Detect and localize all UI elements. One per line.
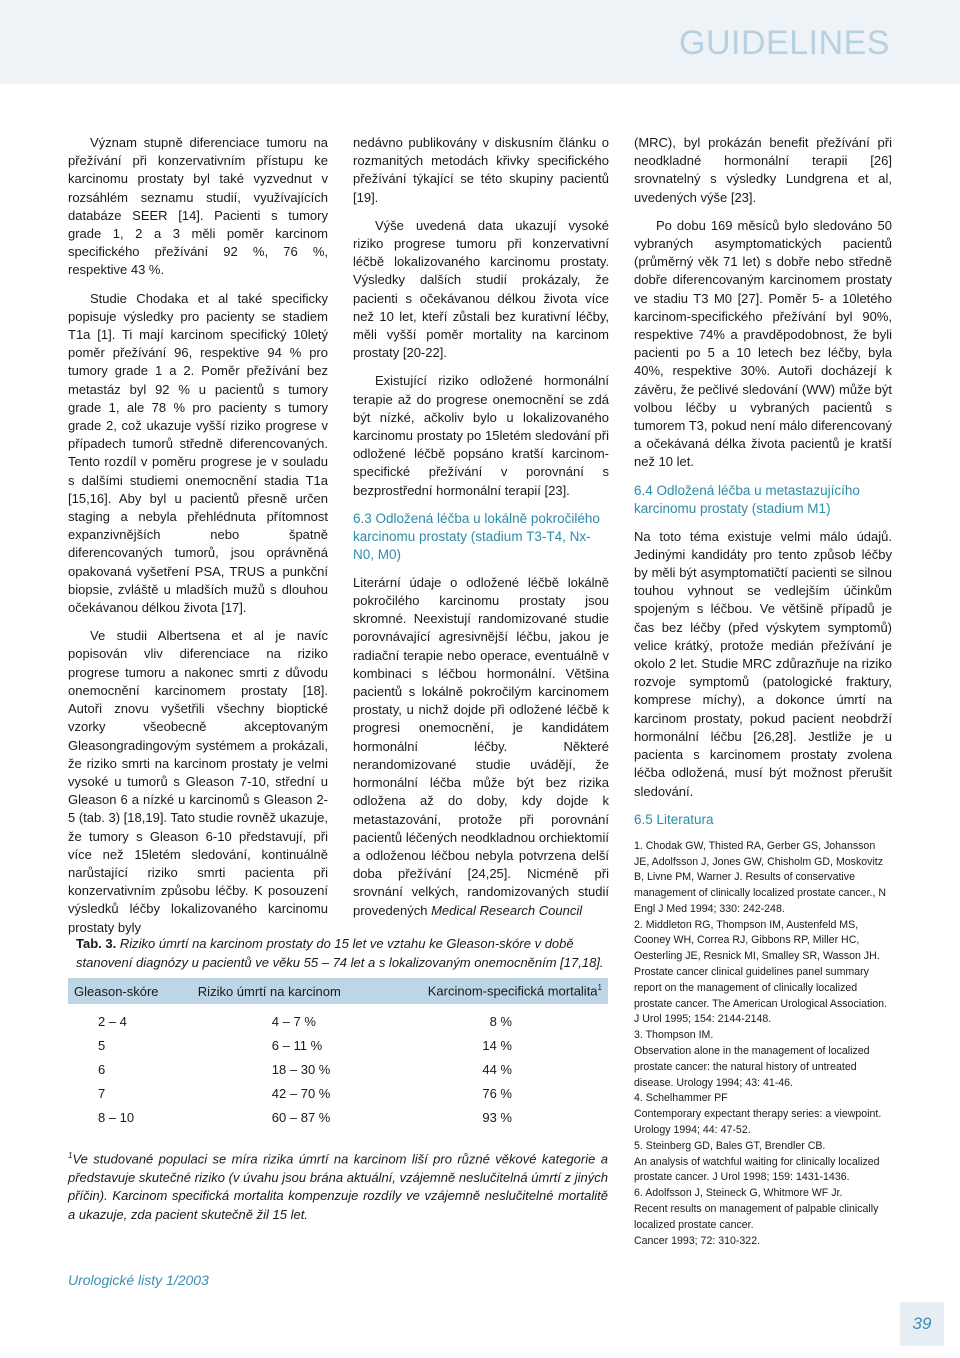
reference-item: 1. Chodak GW, Thisted RA, Gerber GS, Johansson JE, Adolfsson J, Jones GW, Chisholm GD, Moskovitz B, Livne PM, Warner J. Results of conservative management of clinically localized prostate cancer., N Engl J Med 1994; 330: 242-248. [634, 839, 887, 915]
table-cell: 2 – 4 [98, 1013, 127, 1029]
journal-name: Urologické listy 1/2003 [68, 1272, 209, 1288]
reference-item: Cancer 1993; 72: 310-322. [634, 1234, 761, 1247]
footnote-marker: 1 [597, 983, 602, 993]
reference-item: 5. Steinberg GD, Bales GT, Brendler CB. [634, 1139, 826, 1152]
table-row [68, 1081, 608, 1105]
table-cell: 8 – 10 [98, 1109, 135, 1125]
paragraph-text: Literární údaje o odložené léčbě lokálně pokročilého karcinomu prostaty jsou skromné. Neexistují randomizované studie porovnávající agresivnější léčbu, jakou je radiační terapie nebo operace, eventuálně v kombinaci s léčbou hormonální. Většina pacientů s lokálně pokročilým karcinomem prostaty, u nichž dojde při odložené léčbě k progresi onemocnění, je kandidátem hormonální léčby. Některé nerandomizované studie uvádějí, že hormonální léčba může být bez rizika odložena až do doby, kdy dojde k metastazování, protože při porovnání pacientů léčených neodkladnou orchiektomií a odloženou léčbou nebyla potvrzena delší doba přežívání [24,25]. Nicméně při srovnání velkých, randomizovaných studií provedených [353, 574, 609, 918]
table-cell: 93 % [482, 1109, 512, 1125]
paragraph: (MRC), byl prokázán benefit přežívání při neodkladné hormonální terapii [26] srovnatelný s výsledky Lundgrena et al, uvedených výše [23]. [634, 135, 892, 205]
gleason-table [68, 978, 608, 1129]
paragraph: Existující riziko odložené hormonální terapie až do progrese onemocnění se zdá být nízké, ačkoliv bylo u lokalizovaného karcinomu prostaty po 15letém sledování při odložené léčbě popsáno kratší karcinom-specifické přežívání v porovnání s bezprostřední hormonální terapií [23]. [353, 373, 609, 498]
table-row [68, 1033, 608, 1057]
reference-list [634, 839, 892, 1250]
reference-item: 2. Middleton RG, Thompson IM, Austenfeld MS, Cooney WH, Correa RJ, Gibbons RP, Miller HC, Oesterling JE, Resnick MI, Smalley SR, Wasson JH. Prostate cancer clinical guidelines panel summary report on the management of clinically localized prostate cancer. The American Urological Association. J Urol 1995; 154: 2144-2148. [634, 918, 888, 1026]
column-right [634, 134, 892, 1249]
table-cell: 44 % [482, 1061, 512, 1077]
table-row [68, 1004, 608, 1033]
table-cell: 42 – 70 % [271, 1085, 331, 1101]
section-heading: 6.3 Odložená léčba u lokálně pokročilého karcinomu prostaty (stadium T3-T4, Nx-N0, M0) [353, 510, 600, 562]
table-cell: 76 % [482, 1085, 512, 1101]
paragraph: Ve studii Albertsena et al je navíc popisován vliv diferenciace na riziko progrese tumoru a nakonec smrti z důvodu onemocnění karcinomem prostaty [18]. Autoři znovu vyšetřili všechny bioptické vzorky všeobecně akceptovaným Gleasongradingovým systémem a prokázali, že riziko smrti na karcinom prostaty je velmi vysoké u tumorů s Gleason 7-10, střední u Gleason 6 a nízké u karcinomů s Gleason 2-5 (tab. 3) [18,19]. Tato studie rovněž ukazuje, že tumory s Gleason 6-10 představují, při více než 15letém sledování, kontinuálně narůstající riziko smrti pacienta při konzervativním způsobu léčby. K posouzení výsledků léčby lokalizovaného karcinomu prostaty byly [68, 628, 328, 935]
table-cell: 8 % [489, 1013, 512, 1029]
paragraph: Studie Chodaka et al také specificky popisuje výsledky pro pacienty se stadiem T1a [1]. Ti mají karcinom specifický 10letý poměr přežívání 96, respektive 94 % pro tumory grade 1 a 2. Poměr přežívání bez metastáz byl 92 % u pacientů s tumory grade 1, ale 78 % pro pacienty s tumory grade 2, což ukazuje vyšší riziko progrese v případech tumorů středně diferencovaných. Tento rozdíl v poměru progrese je v souladu s dalšími studiemi onemocnění stadia T1a [15,16]. Aby byl u pacientů přesně určen staging a nebyla přehlédnuta přítomnost expanzivnějších nebo špatně diferencovaných tumorů, jsou oprávněná opakovaná vyšetření PSA, TRUS a punkční biopsie, zvláště u mladších mužů s dlouhou očekávanou délkou života [17]. [68, 290, 328, 616]
column-header: Riziko úmrtí na karcinom [192, 978, 422, 1004]
table-cell: 7 [98, 1085, 106, 1101]
table-caption-text: Riziko úmrtí na karcinom prostaty do 15 let ve vztahu ke Gleason-skóre v době stanovení diagnózy u pacientů ve věku 55 – 74 let a s lokalizovaným onemocněním [17,18]. [76, 936, 604, 970]
paragraph [353, 574, 609, 920]
table-cell: 4 – 7 % [271, 1013, 316, 1029]
table-cell: 60 – 87 % [271, 1109, 331, 1125]
column-left [68, 134, 328, 947]
table-header-row [68, 978, 608, 1004]
reference-item: Observation alone in the management of localized prostate cancer: the natural history of untreated disease. Urology 1994; 43: 41-46. [634, 1045, 870, 1089]
column-header: Gleason-skóre [68, 978, 192, 1004]
column-middle [353, 134, 609, 930]
table-caption [76, 934, 608, 972]
table-cell: 6 [98, 1061, 106, 1077]
paragraph: Po dobu 169 měsíců bylo sledováno 50 vybraných asymptomatických pacientů (průměrný věk 71 let) s dobře nebo středně dobře diferencovaným karcinomem prostaty ve stadiu T3 M0 [27]. Poměr 5- a 10letého karcinom-specifického přežívání byl 90%, respektive 74% a pravděpodobnost, že byli pacienti po 5 a 10 letech bez léčby, byla 40%, respektive 30%. Autoři docházejí k závěru, že pečlivé sledování (WW) může být volbou léčby u vybraných pacientů s tumorem T3, pokud není málo diferencovaný a očekávaná délka života pacientů je kratší než 10 let. [634, 217, 892, 470]
table-row [68, 1057, 608, 1081]
paragraph: Význam stupně diferenciace tumoru na přežívání při konzervativním přístupu ke karcinomu prostaty byl také vyzvednut v rozsáhlém seznamu studií, využívajících databáze SEER [14]. Pacienti s tumory grade 1, 2 a 3 měli poměr karcinom specifického přežívání 92 %, 76 %, respektive 43 %. [68, 135, 328, 278]
footnote-text: Ve studované populaci se míra rizika úmrtí na karcinom liší pro různé věkové kategorie a představuje skutečné riziko (v úvahu jsou brána aktuální, vzájemně neslučitelná úmrtí z jiných příčin). Karcinom specifická mortalita kompenzuje rozdíly ve vzájemně neslučitelné mortalitě a ukazuje, zda pacient skutečně žil 15 let. [68, 1151, 608, 1222]
table-cell: 6 – 11 % [271, 1037, 323, 1053]
table-row [68, 1105, 608, 1129]
section-heading: 6.4 Odložená léčba u metastazujícího karcinomu prostaty (stadium M1) [634, 482, 860, 516]
section-heading: 6.5 Literatura [634, 811, 714, 827]
column-header-text: Karcinom-specifická mortalita [427, 983, 598, 999]
paragraph: Na toto téma existuje velmi málo údajů. Jedinými kandidáty pro tento způsob léčby by měli být asymptomatičtí pacienti se silnou touhou vyhnout se vedlejším účinkům spojeným s léčbou. Ve většině případů je čas bez léčby (před výskytem symptomů) velice krátký, protože medián přežívání je okolo 2 let. Studie MRC zdůrazňuje na riziko rozvoje symptomů (patologické fraktury, komprese míchy), a dokonce úmrtí na karcinom prostaty, pokud pacient neobdrží hormonální léčbu [26,28]. Jestliže je u pacienta s karcinomem prostaty zvolena léčba odložená, musí být možnost přerušit sledování. [634, 528, 892, 799]
table-cell: 14 % [482, 1037, 512, 1053]
paragraph: nedávno publikovány v diskusním článku o rozmanitých metodách křivky specifického přežívání týkající se této skupiny pacientů [19]. [353, 135, 609, 205]
reference-item: 3. Thompson IM. [634, 1029, 714, 1042]
reference-item: 6. Adolfsson J, Steineck G, Whitmore WF Jr. [634, 1187, 843, 1200]
italic-term: Medical Research Council [431, 902, 583, 918]
page-number: 39 [900, 1302, 944, 1346]
table-footnote [68, 1147, 608, 1224]
table-cell: 18 – 30 % [271, 1061, 331, 1077]
reference-item: 4. Schelhammer PF [634, 1092, 728, 1105]
footnote-marker: 1 [68, 1151, 73, 1160]
paragraph: Výše uvedená data ukazují vysoké riziko progrese tumoru při konzervativní léčbě lokalizovaného karcinomu prostaty. Výsledky dalších studií prokázaly, že pacienti s očekávanou délkou života více než 10 let, kteří zůstali bez kurativní léčby, měli vyšší poměr mortality na karcinom prostaty [20-22]. [353, 217, 609, 361]
column-header [422, 978, 608, 1004]
reference-item: An analysis of watchful waiting for clinically localized prostate cancer. J Urol 1998; 159: 1431-1436. [634, 1155, 880, 1184]
reference-item: Recent results on management of palpable clinically localized prostate cancer. [634, 1203, 879, 1231]
table-label: Tab. 3. [76, 936, 117, 951]
table-cell: 5 [98, 1037, 106, 1053]
reference-item: Contemporary expectant therapy series: a viewpoint. Urology 1994; 44: 47-52. [634, 1108, 882, 1137]
table-block [68, 934, 608, 1224]
section-title: GUIDELINES [679, 24, 890, 62]
